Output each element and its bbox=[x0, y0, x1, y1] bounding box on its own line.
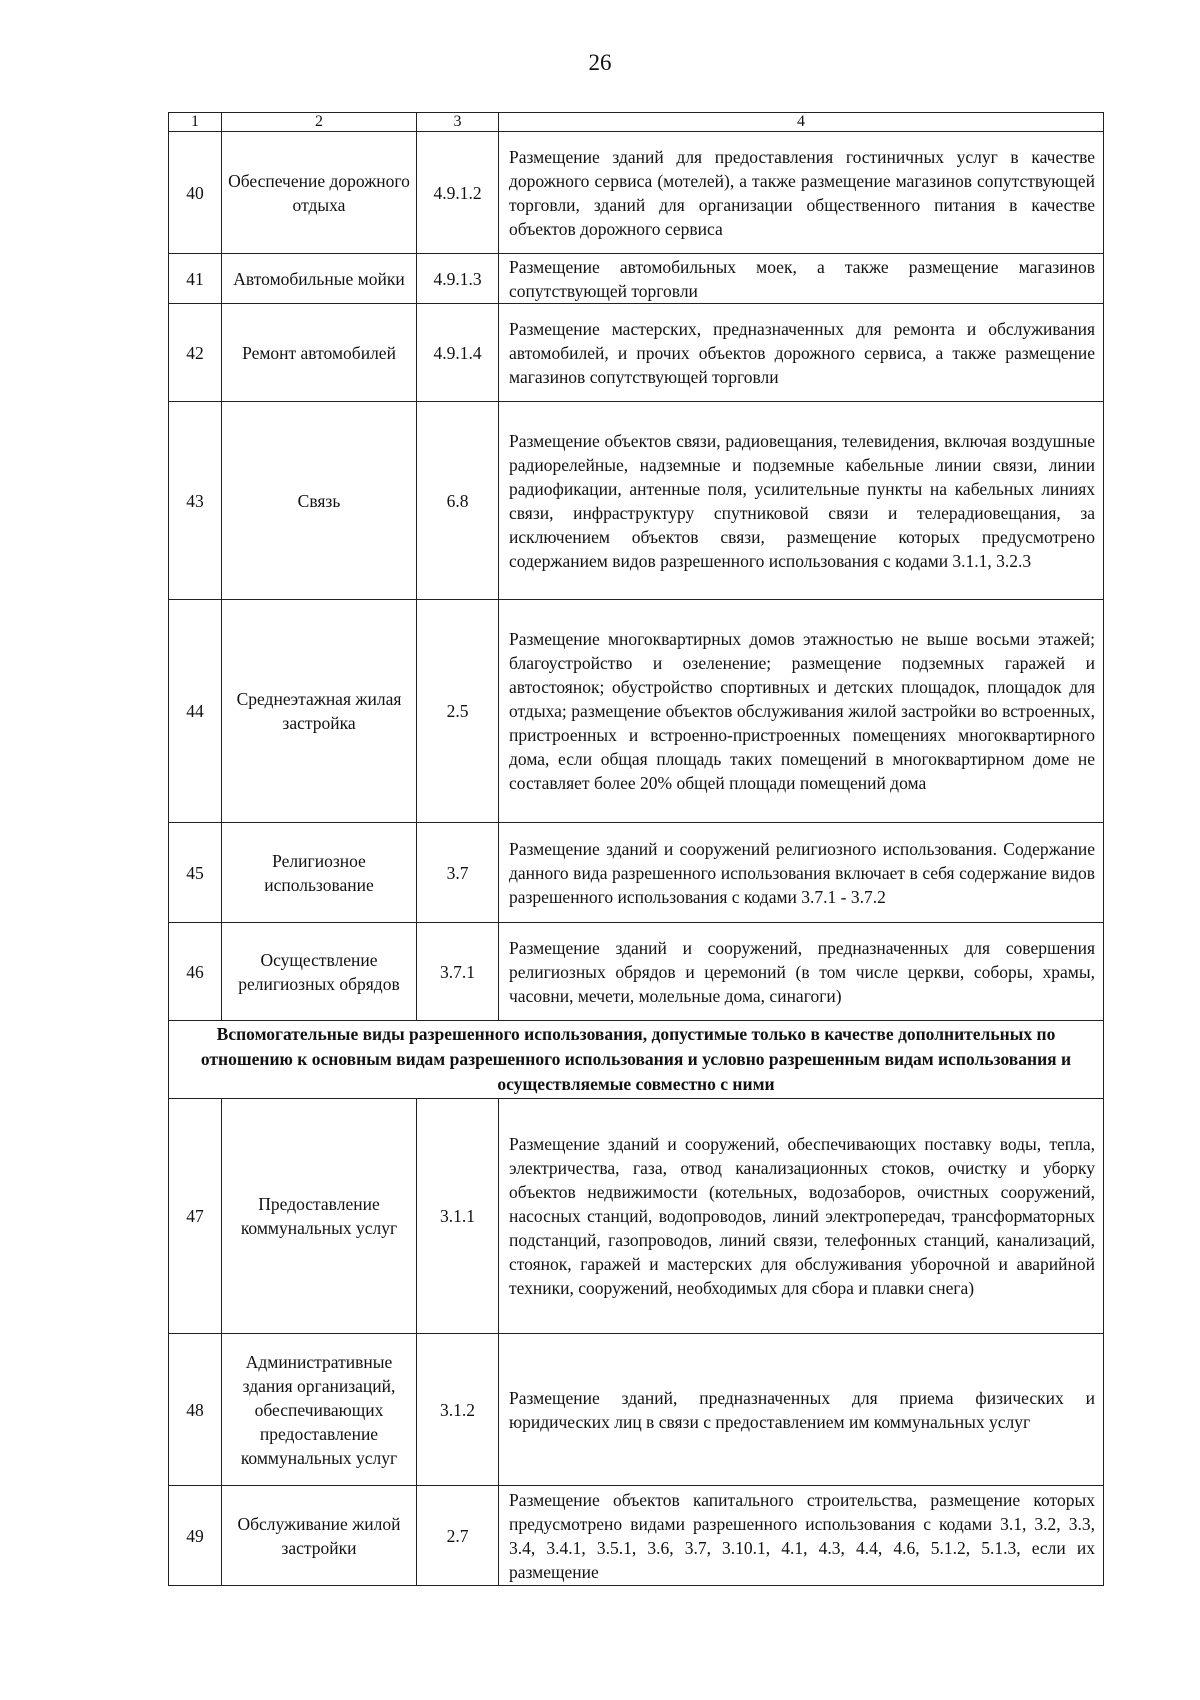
use-code: 4.9.1.2 bbox=[417, 132, 499, 254]
use-name: Ремонт автомобилей bbox=[222, 304, 417, 402]
use-description: Размещение зданий и сооружений религиозного использования. Содержание данного вида разрешенного использования включает в себя содержание видов разрешенного использования с кодами 3.7.1 - 3.7.2 bbox=[499, 823, 1104, 923]
row-number: 43 bbox=[169, 402, 222, 600]
row-number: 45 bbox=[169, 823, 222, 923]
table-row bbox=[169, 1099, 1104, 1334]
use-description: Размещение объектов капитального строительства, размещение которых предусмотрено видами разрешенного использования с кодами 3.1, 3.2, 3.3, 3.4, 3.4.1, 3.5.1, 3.6, 3.7, 3.10.1, 4.1, 4.3, 4.4, 4.6, 5.1.2, 5.1.3, если их размещение bbox=[499, 1486, 1104, 1586]
table-row bbox=[169, 132, 1104, 254]
header-col-3: 3 bbox=[417, 113, 499, 132]
row-number: 44 bbox=[169, 600, 222, 823]
use-name: Автомобильные мойки bbox=[222, 254, 417, 304]
use-code: 2.5 bbox=[417, 600, 499, 823]
use-name: Осуществление религиозных обрядов bbox=[222, 923, 417, 1021]
header-col-2: 2 bbox=[222, 113, 417, 132]
use-name: Обеспечение дорожного отдыха bbox=[222, 132, 417, 254]
use-code: 3.1.1 bbox=[417, 1099, 499, 1334]
use-code: 4.9.1.3 bbox=[417, 254, 499, 304]
use-name: Связь bbox=[222, 402, 417, 600]
use-code: 3.7 bbox=[417, 823, 499, 923]
use-name: Административные здания организаций, обеспечивающих предоставление коммунальных услуг bbox=[222, 1334, 417, 1486]
use-description: Размещение зданий и сооружений, обеспечивающих поставку воды, тепла, электричества, газа, отвод канализационных стоков, очистку и уборку объектов недвижимости (котельных, водозаборов, очистных сооружений, насосных станций, водопроводов, линий электропередач, трансформаторных подстанций, газопроводов, линий связи, телефонных станций, канализаций, стоянок, гаражей и мастерских для обслуживания уборочной и аварийной техники, сооружений, необходимых для сбора и плавки снега) bbox=[499, 1099, 1104, 1334]
table-row bbox=[169, 823, 1104, 923]
use-description: Размещение зданий и сооружений, предназначенных для совершения религиозных обрядов и церемоний (в том числе церкви, соборы, храмы, часовни, мечети, молельные дома, синагоги) bbox=[499, 923, 1104, 1021]
use-description: Размещение объектов связи, радиовещания, телевидения, включая воздушные радиорелейные, надземные и подземные кабельные линии связи, линии радиофикации, антенные поля, усилительные пункты на кабельных линиях связи, инфраструктуру спутниковой связи и телерадиовещания, за исключением объектов связи, размещение которых предусмотрено содержанием видов разрешенного использования с кодами 3.1.1, 3.2.3 bbox=[499, 402, 1104, 600]
section-heading-row bbox=[169, 1021, 1104, 1099]
use-description: Размещение многоквартирных домов этажностью не выше восьми этажей; благоустройство и озеленение; размещение подземных гаражей и автостоянок; обустройство спортивных и детских площадок, площадок для отдыха; размещение объектов обслуживания жилой застройки во встроенных, пристроенных и встроенно-пристроенных помещениях многоквартирного дома, если общая площадь таких помещений в многоквартирном доме не составляет более 20% общей площади помещений дома bbox=[499, 600, 1104, 823]
table-row bbox=[169, 923, 1104, 1021]
use-name: Обслуживание жилой застройки bbox=[222, 1486, 417, 1586]
use-code: 3.7.1 bbox=[417, 923, 499, 1021]
use-code: 3.1.2 bbox=[417, 1334, 499, 1486]
row-number: 49 bbox=[169, 1486, 222, 1586]
use-code: 6.8 bbox=[417, 402, 499, 600]
row-number: 47 bbox=[169, 1099, 222, 1334]
page-number: 26 bbox=[588, 50, 612, 75]
row-number: 48 bbox=[169, 1334, 222, 1486]
table-row bbox=[169, 600, 1104, 823]
use-name: Религиозное использование bbox=[222, 823, 417, 923]
use-code: 2.7 bbox=[417, 1486, 499, 1586]
table-row bbox=[169, 304, 1104, 402]
use-name: Среднеэтажная жилая застройка bbox=[222, 600, 417, 823]
use-code: 4.9.1.4 bbox=[417, 304, 499, 402]
row-number: 42 bbox=[169, 304, 222, 402]
use-name: Предоставление коммунальных услуг bbox=[222, 1099, 417, 1334]
table-row bbox=[169, 402, 1104, 600]
use-description: Размещение зданий, предназначенных для приема физических и юридических лиц в связи с предоставлением им коммунальных услуг bbox=[499, 1334, 1104, 1486]
table-row bbox=[169, 1334, 1104, 1486]
table-header-row bbox=[169, 113, 1104, 132]
use-description: Размещение зданий для предоставления гостиничных услуг в качестве дорожного сервиса (мотелей), а также размещение магазинов сопутствующей торговли, зданий для организации общественного питания в качестве объектов дорожного сервиса bbox=[499, 132, 1104, 254]
table-row bbox=[169, 1486, 1104, 1586]
header-col-1: 1 bbox=[169, 113, 222, 132]
section-heading: Вспомогательные виды разрешенного использования, допустимые только в качестве дополнительных по отношению к основным видам разрешенного использования и условно разрешенным видам использования и осуществляемые совместно с ними bbox=[169, 1021, 1104, 1099]
row-number: 46 bbox=[169, 923, 222, 1021]
use-description: Размещение автомобильных моек, а также размещение магазинов сопутствующей торговли bbox=[499, 254, 1104, 304]
row-number: 41 bbox=[169, 254, 222, 304]
table-row bbox=[169, 254, 1104, 304]
header-col-4: 4 bbox=[499, 113, 1104, 132]
row-number: 40 bbox=[169, 132, 222, 254]
use-description: Размещение мастерских, предназначенных для ремонта и обслуживания автомобилей, и прочих объектов дорожного сервиса, а также размещение магазинов сопутствующей торговли bbox=[499, 304, 1104, 402]
land-use-table bbox=[168, 112, 1104, 1586]
